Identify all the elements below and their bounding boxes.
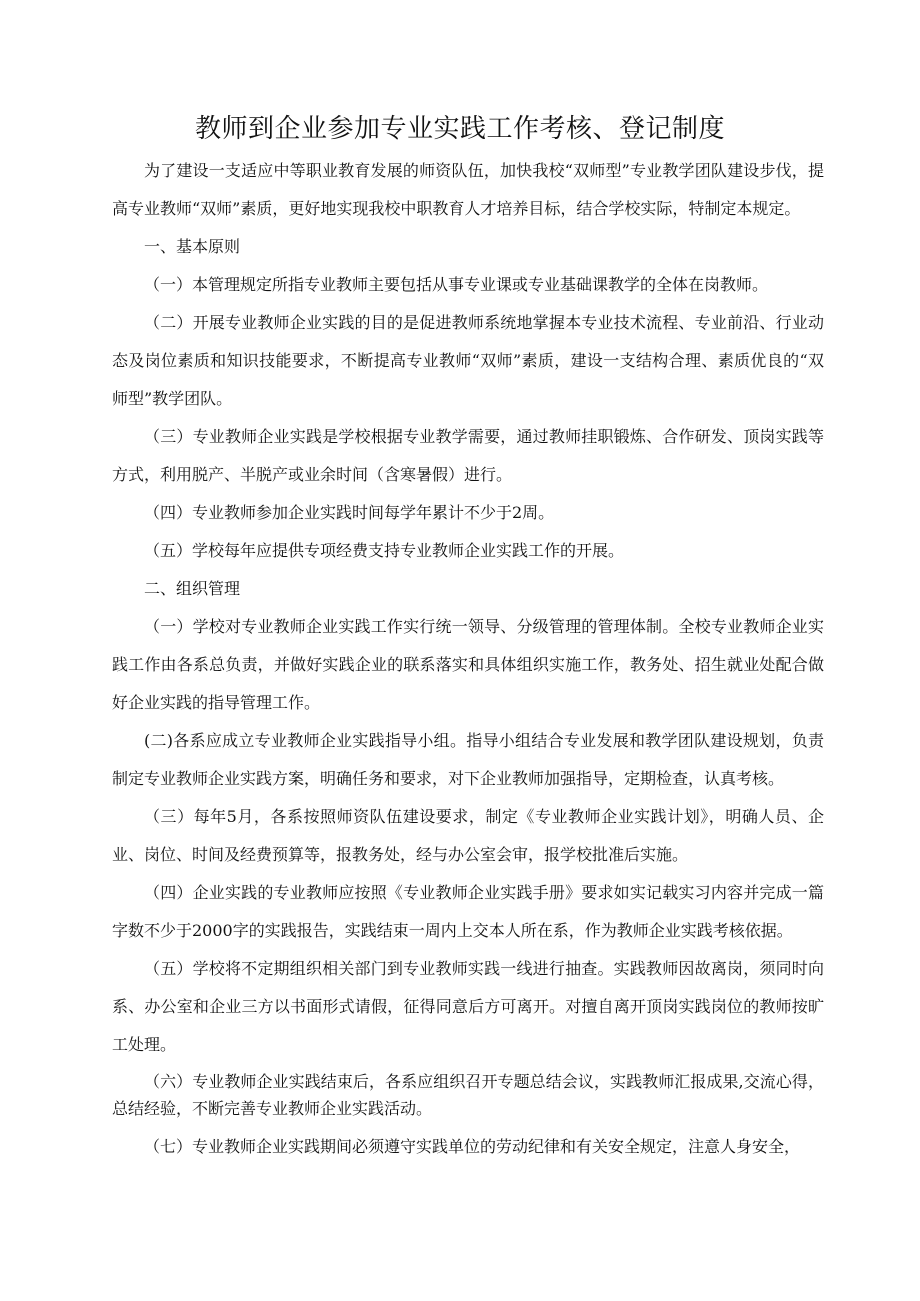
paragraph: （二）开展专业教师企业实践的目的是促进教师系统地掌握本专业技术流程、专业前沿、行业动态及岗位素质和知识技能要求，不断提高专业教师“双师”素质，建设一支结构合理、素质优良的“双师型”教学团队。 <box>112 313 824 408</box>
paragraph: （六）专业教师企业实践结束后，各系应组织召开专题总结会议，实践教师汇报成果,交流心得，总结经验，不断完善专业教师企业实践活动。 <box>112 1072 824 1118</box>
paragraph: （一）学校对专业教师企业实践工作实行统一领导、分级管理的管理体制。全校专业教师企业实践工作由各系总负责，并做好实践企业的联系落实和具体组织实施工作，教务处、招生就业处配合做好企业实践的指导管理工作。 <box>112 617 824 712</box>
paragraph: （五）学校每年应提供专项经费支持专业教师企业实践工作的开展。 <box>144 541 625 560</box>
paragraph: (二)各系应成立专业教师企业实践指导小组。指导小组结合专业发展和教学团队建设规划，负责制定专业教师企业实践方案，明确任务和要求，对下企业教师加强指导，定期检查，认真考核。 <box>112 731 824 788</box>
paragraph: （四）专业教师参加企业实践时间每学年累计不少于2周。 <box>144 503 555 522</box>
section-heading-basic-principles: 一、基本原则 <box>144 237 241 256</box>
paragraph: （三）每年5月，各系按照师资队伍建设要求，制定《专业教师企业实践计划》，明确人员、企业、岗位、时间及经费预算等，报教务处，经与办公室会审，报学校批准后实施。 <box>112 807 824 864</box>
intro-paragraph: 为了建设一支适应中等职业教育发展的师资队伍，加快我校“双师型”专业教学团队建设步伐，提高专业教师“双师”素质，更好地实现我校中职教育人才培养目标，结合学校实际，特制定本规定。 <box>112 161 824 218</box>
paragraph: （四）企业实践的专业教师应按照《专业教师企业实践手册》要求如实记载实习内容并完成一篇字数不少于2000字的实践报告，实践结束一周内上交本人所在系，作为教师企业实践考核依据。 <box>112 883 824 940</box>
paragraph: （三）专业教师企业实践是学校根据专业教学需要，通过教师挂职锻炼、合作研发、顶岗实践等方式，利用脱产、半脱产或业余时间（含寒暑假）进行。 <box>112 427 824 484</box>
paragraph: （一）本管理规定所指专业教师主要包括从事专业课或专业基础课教学的全体在岗教师。 <box>144 275 769 294</box>
section-heading-organization: 二、组织管理 <box>144 579 241 598</box>
document-body <box>112 152 824 1166</box>
document-title: 教师到企业参加专业实践工作考核、登记制度 <box>194 114 725 144</box>
paragraph: （五）学校将不定期组织相关部门到专业教师实践一线进行抽查。实践教师因故离岗，须同时向系、办公室和企业三方以书面形式请假，征得同意后方可离开。对擅自离开顶岗实践岗位的教师按旷工处理。 <box>112 959 824 1054</box>
paragraph: （七）专业教师企业实践期间必须遵守实践单位的劳动纪律和有关安全规定，注意人身安全， <box>144 1137 801 1156</box>
